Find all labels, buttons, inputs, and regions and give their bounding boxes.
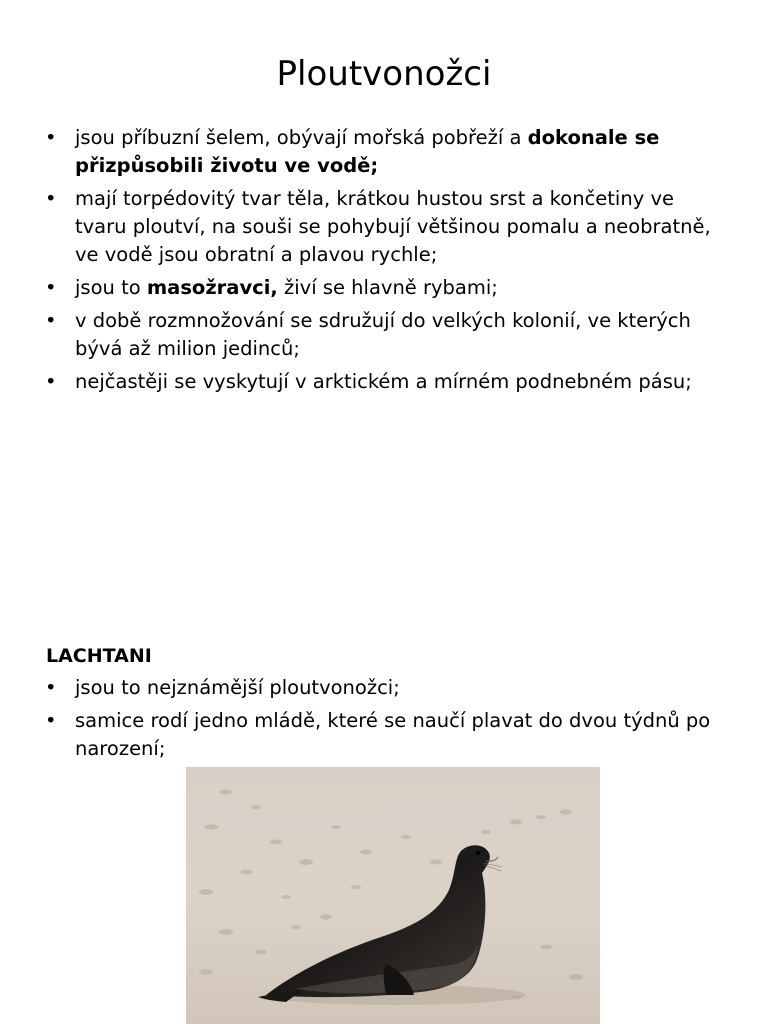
section-heading: LACHTANI	[46, 645, 152, 667]
section-bullet-list	[0, 674, 768, 768]
bullet-text: v době rozmnožování se sdružují do velkých kolonií, ve kterých bývá až milion jedinců;	[75, 309, 691, 360]
bullet-item	[0, 368, 768, 396]
sea-lion-photo	[186, 767, 600, 1024]
bullet-bold-text: masožravci,	[146, 276, 278, 299]
bullet-item	[0, 124, 768, 180]
bullet-text: jsou příbuzní šelem, obývají mořská pobřeží a	[75, 126, 528, 149]
bullet-text: jsou to	[75, 276, 147, 299]
section-bullet-item: • jsou to nejznámější ploutvonožci;	[0, 674, 768, 702]
bullet-item	[0, 307, 768, 363]
bullet-item	[0, 185, 768, 269]
bullet-text: živí se hlavně rybami;	[277, 276, 498, 299]
slide-title: Ploutvonožci	[276, 54, 492, 94]
bullet-text: nejčastěji se vyskytují v arktickém a mírném podnebném pásu;	[75, 370, 692, 393]
bullet-bold-text: dokonale se přizpůsobili životu ve vodě;	[75, 126, 660, 177]
section-bullet-item: • samice rodí jedno mládě, které se naučí plavat do dvou týdnů po narození;	[0, 707, 768, 763]
main-bullet-list	[0, 124, 768, 401]
bullet-text: mají torpédovitý tvar těla, krátkou hustou srst a končetiny ve tvaru ploutví, na souši se pohybují většinou pomalu a neobratně, ve vodě jsou obratní a plavou rychle;	[75, 187, 711, 266]
bullet-item	[0, 274, 768, 302]
